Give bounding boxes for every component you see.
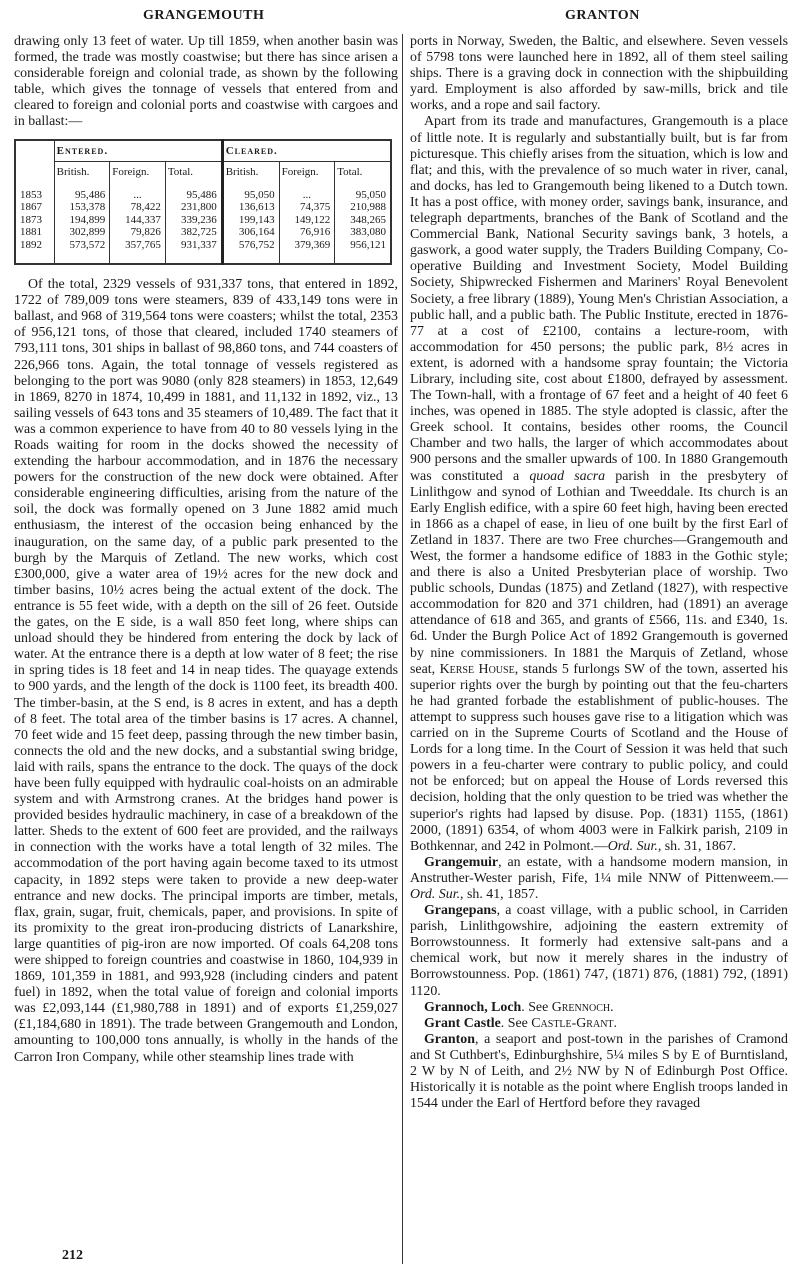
left-column [14,34,398,1066]
intro-paragraph: drawing only 13 feet of water. Up till 1859, when another basin was formed, the trade was mostly coastwise; but there has since arisen a considerable foreign and colonial trade, as shown by the following table, which gives the tonnage of vessels that entered from and cleared to foreign and colonial ports and coastwise with cargoes and in ballast:— [14,34,398,130]
text-run: Castle-Grant [531,1015,614,1031]
tonnage-cell: 95,050 [335,183,391,202]
text-run: . See [500,1015,532,1031]
trade-paragraph: ports in Norway, Sweden, the Baltic, and elsewhere. Seven vessels of 5798 tons were launched here in 1892, all of them steel sailing ships. There is a graving dock in connection with the shipbuilding yard. Employment is also afforded by saw-mills, brick and tile works, and a rope and sail factory. [410,34,788,114]
year-cell: 1881 [20,226,42,239]
text-run: , sh. 31, 1867. [657,838,737,854]
text-run: Ord. Sur. [607,838,658,854]
tonnage-cell: 357,765 [110,239,166,265]
column-header: British. [54,162,110,183]
tonnage-cell: ... [110,183,166,202]
tonnage-cell: 379,369 [279,239,335,265]
gazetteer-entry [410,903,788,1000]
running-header-left: GRANGEMOUTH [143,8,265,23]
text-run: Kerse House [439,661,515,677]
table-row [15,183,391,202]
gazetteer-entry [410,1032,788,1112]
entry-headword: Grant Castle [424,1015,501,1031]
tonnage-table [14,139,392,266]
entry-headword: Grannoch, Loch [424,999,522,1015]
table-row [15,201,391,214]
year-cell: 1892 [20,238,42,251]
text-run: . [610,999,614,1015]
entry-headword: Granton [424,1031,475,1047]
tonnage-cell: 231,800 [165,201,222,214]
text-run: Grennoch [551,999,611,1015]
table-row [15,239,391,265]
text-run: , sh. 41, 1857. [460,886,539,902]
gazetteer-entry [410,855,788,903]
gazetteer-entry [410,1000,788,1016]
column-header: Foreign. [110,162,166,183]
tonnage-cell: 144,337 [110,214,166,227]
gazetteer-entries [410,855,788,1113]
tonnage-cell: 573,572 [54,239,110,265]
column-divider [402,34,403,1264]
tonnage-cell: 956,121 [335,239,391,265]
entry-headword: Grangemuir [424,854,499,870]
tonnage-cell: 95,050 [222,183,279,202]
table-body [15,183,391,265]
column-header-row [15,162,391,183]
text-run: , stands 5 furlongs SW of the town, asserted his superior rights over the burgh by pointing out that the feu-charters he had granted forbade the establishment of public-houses. The attempt to suppress such houses gave rise to a litigation which was carried on in the Supreme Courts of Scotland and the House of Lords for a long time. In the Court of Session it was held that such powers in a feu-charter were contrary to public policy, and could not be enforced; but on appeal the House of Lords reversed this decision, holding that the only question to be tried was whether the superior's rights had lapsed by disuse. Pop. (1831) 1155, (1861) 2000, (1891) 6354, of whom 4003 were in Falkirk parish, 2109 in Bothkennar, and 242 in Polmont.— [410,661,788,854]
tonnage-cell: 95,486 [54,183,110,202]
tonnage-cell: 153,378 [54,201,110,214]
text-run: parish in the presbytery of Linlithgow and synod of Lothian and Tweeddale. Its church is an Early English edifice, with a spire 60 feet high, having been erected in 1866 as a chapel of ease, in lieu of one built by the first Earl of Zetland in 1837. There are two Free churches—Grangemouth and West, the former a handsome edifice of 1883 in the Gothic style; and there is also a United Presbyterian place of worship. Two public schools, Dundas (1875) and Zetland (1827), with respective accommodation for 820 and 371 children, had (1891) an average attendance of 618 and 365, and grants of £566, 11s. and £340, 1s. 6d. Under the Burgh Police Act of 1892 Grangemouth is governed by nine commissioners. In 1881 the Marquis of Zetland, whose seat, [410,468,788,677]
text-run: Ord. Sur. [410,886,461,902]
year-cell: 1853 [20,188,42,201]
text-run: , a coast village, with a public school, in Carriden parish, Linlithgowshire, adjoining the eastern extremity of Borrowstounness. It formerly had extensive salt-pans and a chemical work, but now it merely shares in the industry of Borrowstounness. Pop. (1861) 747, (1871) 876, (1881) 792, (1891) 1120. [410,903,788,999]
running-header-right: GRANTON [565,8,640,23]
tonnage-cell: 306,164 [222,226,279,239]
tonnage-cell: ... [279,183,335,202]
tonnage-cell: 76,916 [279,226,335,239]
text-run: . See [521,999,552,1015]
tonnage-cell: 576,752 [222,239,279,265]
description-paragraph [410,114,788,854]
group-header-entered: Entered. [54,140,222,162]
text-run: , an estate, with a handsome modern mansion, in Anstruther-Wester parish, Fife, 1¼ mile NNW of Pittenweem.— [410,854,788,886]
tonnage-cell: 194,899 [54,214,110,227]
tonnage-cell: 149,122 [279,214,335,227]
column-header: Total. [335,162,391,183]
table-row [15,214,391,227]
tonnage-cell: 383,080 [335,226,391,239]
tonnage-cell: 210,988 [335,201,391,214]
tonnage-cell: 382,725 [165,226,222,239]
tonnage-cell: 74,375 [279,201,335,214]
group-header-cleared: Cleared. [222,140,391,162]
gazetteer-entry [410,1016,788,1032]
tonnage-cell: 302,899 [54,226,110,239]
tonnage-cell: 136,613 [222,201,279,214]
tonnage-cell: 199,143 [222,214,279,227]
page-number: 212 [62,1248,83,1263]
tonnage-cell: 78,422 [110,201,166,214]
column-header: British. [222,162,279,183]
body-paragraph: Of the total, 2329 vessels of 931,337 tons, that entered in 1892, 1722 of 789,009 tons were steamers, 839 of 433,149 tons were in ballast, and 968 of 319,564 tons were coasters; whilst the total, 2353 of 956,121 tons, of those that cleared, included 1740 steamers of 793,111 tons, 301 ships in ballast of 98,860 tons, and 744 coasters of 226,966 tons. Again, the total tonnage of vessels registered as belonging to the port was 9080 (only 828 steamers) in 1853, 12,649 in 1869, 8270 in 1874, 10,499 in 1881, and 11,132 in 1892, viz., 13 sailing vessels of 643 tons and 35 steamers of 10,489. The fact that it was a common experience to have from 40 to 80 vessels lying in the Roads waiting for room in the docks showed the necessity of extending the harbour accommodation, and in 1876 the necessary powers for the construction of the new dock were obtained. After considerable engineering difficulties, arising from the nature of the soil, the dock was formally opened on 3 June 1882 amid much enthusiasm, the interest of the occasion being enhanced by the inauguration, on the same day, of a public park presented to the burgh by the Marquis of Zetland. The new works, which cost £300,000, give a water area of 19½ acres for the new dock and timber basins, 10½ acres being the actual extent of the dock. The entrance is 55 feet wide, with a depth on the sill of 26 feet. Outside the gates, on the E side, is a wall 850 feet long, where ships can unload should they be hindered from entering the dock by lack of water. At the entrance there is a depth at low water of 8 feet; the rise in spring tides is 18 feet and 14 in neap tides. The quayage extends to 900 yards, and the length of the dock is 1100 feet, its breadth 400. The timber-basin, at the S end, is 8 acres in extent, and has a depth of 8 feet. The total area of the timber basins is 17 acres. A channel, 70 feet wide and 15 feet deep, passing through the new timber basin, connects the old and the new docks, and a substantial swing bridge, laid with rails, spans the entrance to the dock. The quays of the dock have been fully equipped with hydraulic coal-hoists on an admirable system and with Armstrong cranes. At the bridges hand power is provided besides hydraulic machinery, in case of a breakdown of the latter. Sheds to the extent of 600 feet are provided, and the railways in connection with the works have a total length of 32 miles. The accommodation of the port having again become taxed to its utmost capacity, in 1892 steps were taken to provide a new deep-water entrance and new docks. The principal imports are timber, metals, flax, grain, sugar, fruit, chemicals, paper, and provisions. In spite of its promixity to the great iron-producing districts of Lanarkshire, large quantities of pig-iron are now imported. Of coals 64,208 tons were shipped to foreign countries and coastwise in 1860, 104,939 in 1869, 101,359 in 1881, and 993,928 (including cinders and patent fuel) in 1892, when the total value of foreign and colonial imports was £2,093,144 (£1,980,788 in 1891) and of exports £1,259,027 (£1,184,680 in 1891). The trade between Grangemouth and London, amounting to 100,000 tons annually, is wholly in the hands of the Carron Iron Company, while other steamship lines trade with [14,277,398,1065]
tonnage-cell: 339,236 [165,214,222,227]
column-header: Total. [165,162,222,183]
right-column [410,34,788,1112]
text-run: . [613,1015,618,1031]
year-cell: 1867 [20,201,42,214]
text-run: , a seaport and post-town in the parishes of Cramond and St Cuthbert's, Edinburghshire, 5¼ miles S by E of Burntisland, 2 W by N of Leith, and 2½ NW by N of Edinburgh Post Office. Historically it is notable as the point where English troops landed in 1544 under the Earl of Hertford before they ravaged [410,1031,788,1112]
tonnage-cell: 95,486 [165,183,222,202]
tonnage-cell: 79,826 [110,226,166,239]
tonnage-cell: 931,337 [165,239,222,265]
entry-headword: Grangepans [424,903,497,919]
column-header: Foreign. [279,162,335,183]
year-cell: 1873 [20,213,42,226]
text-run: Apart from its trade and manufactures, Grangemouth is a place of little note. It is regularly and substantially built, but is far from picturesque. This chiefly arises from the situation, which is low and flat; and this, with the prevalence of so much water in river, canal, and docks, has led to Grangemouth being likened to a Dutch town. It has a post office, with money order, savings bank, insurance, and telegraph departments, branches of the Bank of Scotland and the Commercial Bank, National Security savings bank, 3 hotels, a gaswork, a good water supply, the Traders Building Company, Co-operative Building and Investment Society, Model Building Society, Shipwrecked Fishermen and Mariners' Royal Benevolent Society, a free library (1889), Young Men's Christian Association, a public hall, and a public bath. The Public Institute, erected in 1876-77 at a cost of £2100, contains a lecture-room, with accommodation for 450 persons; the public park, 8½ acres in extent, is adorned with a handsome spray fountain; the Victoria Library, including site, cost about £1800, defrayed by assessment. The Town-hall, with a frontage of 67 feet and a height of 40 feet 6 inches, was opened in 1885. The style adopted is classic, after the Greek school. It contains, besides other rooms, the Council Chamber and two halls, the larger of which accommodates about 900 persons and the smaller upwards of 100. In 1880 Grangemouth was constituted a [410,114,788,484]
tonnage-cell: 348,265 [335,214,391,227]
table-row [15,226,391,239]
text-run: quoad sacra [529,468,606,484]
